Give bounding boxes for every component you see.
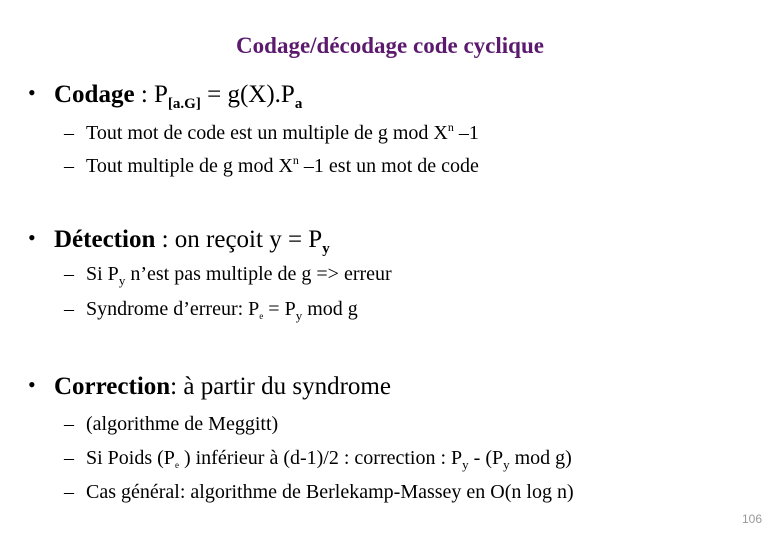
bullet-icon: • <box>28 225 36 250</box>
correction-item-3 <box>64 481 574 504</box>
bullet-correction <box>28 372 391 401</box>
item-superscript: n <box>447 120 454 134</box>
dash-icon: – <box>64 122 74 144</box>
item-text: –1 <box>453 122 479 144</box>
dash-icon: – <box>64 447 74 469</box>
correction-text: : à partir du syndrome <box>170 373 391 400</box>
term-codage: Codage <box>54 81 135 108</box>
item-text: n’est pas multiple de g => erreur <box>125 263 392 285</box>
codage-subscript: [a.G] <box>167 96 201 112</box>
item-subscript: e <box>174 460 179 470</box>
item-subscript: y <box>503 457 510 472</box>
item-subscript: y <box>118 273 126 288</box>
bullet-detection <box>28 225 330 258</box>
codage-subscript-a: a <box>294 96 303 112</box>
item-text: Syndrome d’erreur: P <box>86 298 260 320</box>
correction-item-1 <box>64 413 278 436</box>
dash-icon: – <box>64 413 74 435</box>
detection-item-1 <box>64 263 392 289</box>
detection-subscript: y <box>322 241 330 257</box>
item-subscript: y <box>462 457 469 472</box>
codage-formula: = g(X).P <box>200 81 295 108</box>
correction-item-2 <box>64 447 572 473</box>
item-text: Si P <box>86 263 119 285</box>
item-text: Cas général: algorithme de Berlekamp-Massey en O(n log n) <box>86 481 574 503</box>
dash-icon: – <box>64 298 74 320</box>
item-subscript: y <box>295 308 303 323</box>
bullet-codage <box>28 80 302 113</box>
slide-title: Codage/décodage code cyclique <box>236 33 544 58</box>
item-text: mod g <box>302 298 358 320</box>
term-detection: Détection <box>54 226 156 253</box>
detection-item-2 <box>64 298 358 324</box>
item-text: –1 est un mot de code <box>298 155 479 177</box>
term-correction: Correction <box>54 373 171 400</box>
page-number: 106 <box>741 512 762 526</box>
item-text: Tout multiple de g mod X <box>86 155 293 177</box>
item-superscript: n <box>292 153 299 167</box>
bullet-icon: • <box>28 80 36 105</box>
dash-icon: – <box>64 481 74 503</box>
detection-text: : on reçoit y = P <box>155 226 323 253</box>
codage-item-1 <box>64 120 479 145</box>
codage-text: : P <box>134 81 168 108</box>
item-text: ) inférieur à (d-1)/2 : correction : P <box>178 447 463 469</box>
dash-icon: – <box>64 155 74 177</box>
codage-item-2 <box>64 153 479 178</box>
item-text: Tout mot de code est un multiple de g mod X <box>86 122 448 144</box>
item-subscript: e <box>259 311 264 321</box>
bullet-icon: • <box>28 372 36 397</box>
dash-icon: – <box>64 263 74 285</box>
item-text: Si Poids (P <box>86 447 175 469</box>
item-text: (algorithme de Meggitt) <box>86 413 279 435</box>
item-text: = P <box>263 298 296 320</box>
item-text: - (P <box>468 447 504 469</box>
item-text: mod g) <box>509 447 572 469</box>
